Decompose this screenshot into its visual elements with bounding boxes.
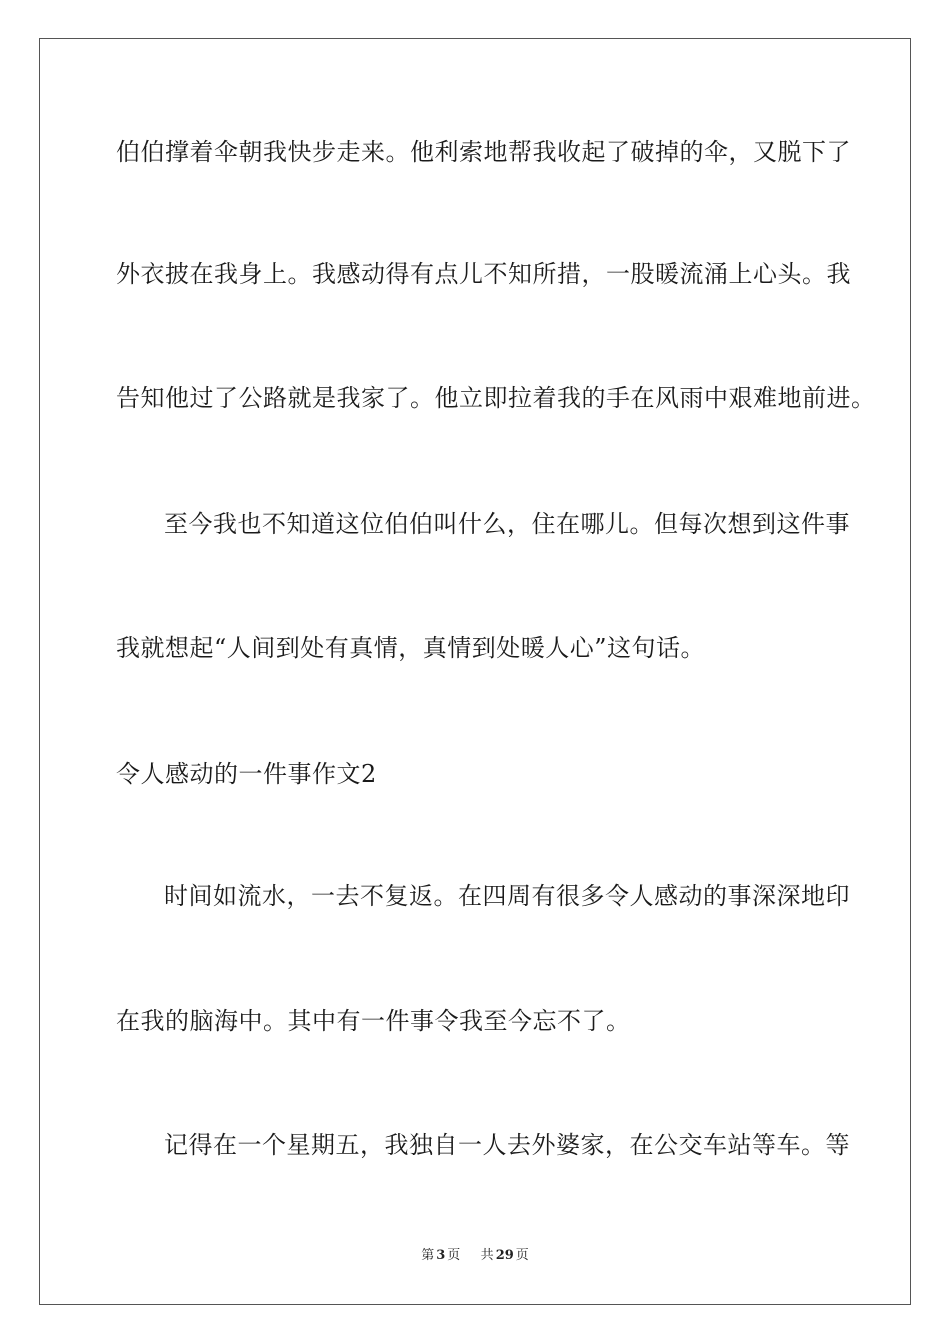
footer-total-pages: 共 29 页: [480, 1248, 529, 1263]
paragraph-line-7: 在我的脑海中。其中有一件事令我至今忘不了。: [116, 1007, 631, 1035]
page-border: [39, 38, 911, 1305]
footer-current-page: 第 3 页: [421, 1248, 461, 1263]
paragraph-line-4: 至今我也不知道这位伯伯叫什么，住在哪儿。但每次想到这件事: [164, 510, 850, 538]
paragraph-line-3: 告知他过了公路就是我家了。他立即拉着我的手在风雨中艰难地前进。: [116, 384, 876, 412]
page-footer: [0, 1246, 950, 1266]
paragraph-line-6: 时间如流水，一去不复返。在四周有很多令人感动的事深深地印: [164, 882, 850, 910]
section-heading: 令人感动的一件事作文2: [116, 760, 377, 788]
paragraph-line-5: 我就想起“人间到处有真情，真情到处暖人心”这句话。: [116, 634, 706, 662]
paragraph-line-2: 外衣披在我身上。我感动得有点儿不知所措，一股暖流涌上心头。我: [116, 260, 851, 288]
paragraph-line-1: 伯伯撑着伞朝我快步走来。他利索地帮我收起了破掉的伞，又脱下了: [116, 138, 851, 166]
paragraph-line-8: 记得在一个星期五，我独自一人去外婆家，在公交车站等车。等: [164, 1131, 850, 1159]
